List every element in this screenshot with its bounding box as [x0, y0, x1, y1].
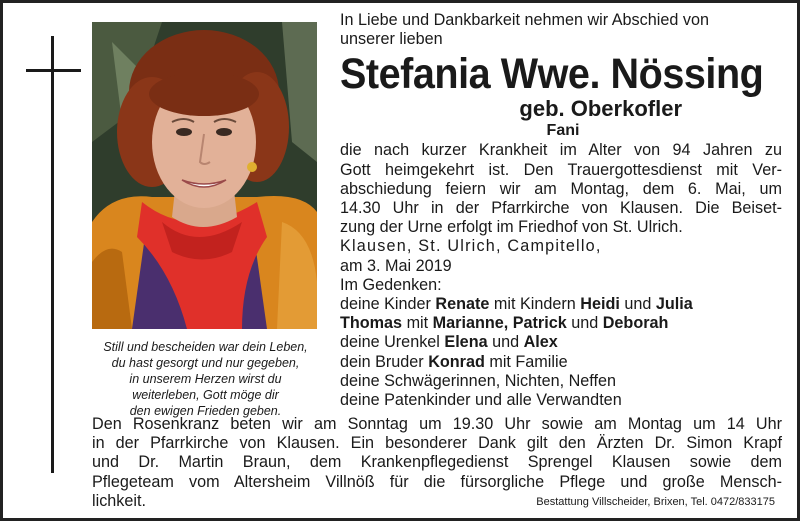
- announcement: [340, 141, 782, 237]
- cross-icon-bar: [26, 69, 81, 72]
- funeral-home-credit: Bestattung Villscheider, Brixen, Tel. 0472/833175: [536, 496, 775, 508]
- birth-name: geb. Oberkofler: [519, 96, 682, 122]
- memory-heading: Im Gedenken:: [340, 275, 442, 294]
- mourner-brother: dein Bruder Konrad mit Familie: [340, 352, 568, 371]
- announcement-line: zung der Urne erfolgt im Friedhof von St. Ulrich.: [340, 218, 683, 237]
- closing-line: lichkeit.: [92, 491, 146, 510]
- poem-line: den ewigen Frieden geben.: [129, 404, 282, 418]
- intro-text: [340, 11, 782, 49]
- mourner-grandchildren: deine Urenkel Elena und Alex: [340, 333, 558, 352]
- closing-line: und Dr. Martin Braun, dem Krankenpflegedienst Sprengel Klausen sowie dem: [92, 453, 782, 472]
- date-line: am 3. Mai 2019: [340, 256, 452, 275]
- poem-line: du hast gesorgt und nur gegeben,: [111, 356, 300, 370]
- place-line: Klausen, St. Ulrich, Campitello,: [340, 237, 602, 256]
- mourner-godchildren: deine Patenkinder und alle Verwandten: [340, 391, 622, 410]
- announcement-line: abschiedung feiern wir am Montag, dem 6. Mai, um: [340, 179, 782, 198]
- portrait-photo: [92, 22, 317, 329]
- announcement-line: Gott heimgekehrt ist. Den Trauergottesdienst mit Ver-: [340, 160, 782, 179]
- closing-line: Den Rosenkranz beten wir am Sonntag um 19.30 Uhr sowie am Montag um 14 Uhr: [92, 415, 782, 433]
- intro-line: unserer lieben: [340, 30, 443, 49]
- nickname: Fani: [546, 122, 580, 140]
- mourner-inlaws: deine Schwägerinnen, Nichten, Neffen: [340, 371, 616, 390]
- deceased-name: Stefania Wwe. Nössing: [340, 50, 764, 99]
- intro-line: In Liebe und Dankbarkeit nehmen wir Abschied von: [340, 11, 709, 29]
- closing-line: Pflegeteam vom Altersheim Villnöß für die fürsorgliche Pflege und große Mensch-: [92, 472, 782, 491]
- mourner-thomas: Thomas mit Marianne, Patrick und Deborah: [340, 314, 669, 333]
- closing-line: in der Pfarrkirche von Klausen. Ein besonderer Dank gilt den Ärzten Dr. Simon Krapf: [92, 434, 782, 453]
- announcement-line: 14.30 Uhr in der Pfarrkirche von Klausen. Die Beiset-: [340, 199, 782, 218]
- poem-line: Still und bescheiden war dein Leben,: [103, 340, 308, 354]
- cross-icon: [51, 36, 54, 473]
- poem-line: in unserem Herzen wirst du: [129, 372, 282, 386]
- notice-text: [340, 11, 782, 410]
- poem-line: weiterleben, Gott möge dir: [132, 388, 279, 402]
- announcement-line: die nach kurzer Krankheit im Alter von 94 Jahren zu: [340, 141, 782, 160]
- memorial-poem: [83, 339, 328, 419]
- mourner-children: deine Kinder Renate mit Kindern Heidi und Julia: [340, 295, 693, 314]
